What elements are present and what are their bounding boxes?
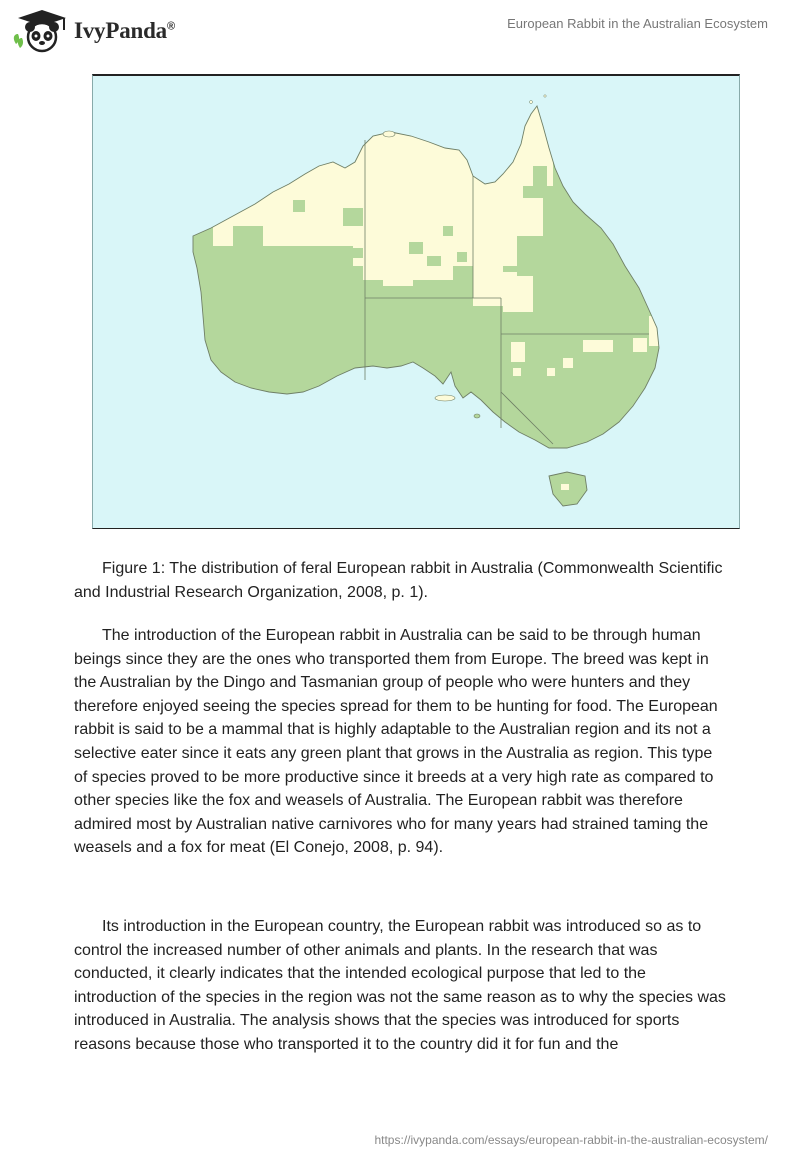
page-header — [0, 0, 800, 62]
figure-caption: Figure 1: The distribution of feral European rabbit in Australia (Commonwealth Scientific and Industrial Research Organization, 2008, p. 1). — [74, 560, 723, 601]
australia-map-icon — [93, 76, 739, 528]
body-paragraph-2: Its introduction in the European country, the European rabbit was introduced so as to control the increased number of other animals and plants. In the research that was conducted, it clearly indicates that the intended ecological purpose that led to the introduction of the species in the region was not the same reason as to why the species was introduced in Australia. The analysis shows that the species was introduced for sports reasons because those who transported it to the country did it for fun and the — [74, 918, 726, 1053]
document-title: European Rabbit in the Australian Ecosystem — [507, 16, 768, 31]
rabbit-distribution-figure — [92, 74, 740, 529]
panda-graduate-icon — [12, 8, 72, 54]
body-paragraph-1: The introduction of the European rabbit in Australia can be said to be through human beings since they are the ones who transported them from Europe. The breed was kept in the Australian by the Dingo and Tasmanian group of people who were hunters and they therefore enjoyed seeing the species spread for them to be hunting for food. The European rabbit is said to be a mammal that is highly adaptable to the Australian region and its not a selective eater since it eats any green plant that grows in the Australia as region. This type of species proved to be more productive since it breeds at a very high rate as compared to other species like the fox and weasels of Australia. The European rabbit was therefore admired most by Australian native carnivores who for many years had strained taming the weasels and a fox for meat (El Conejo, 2008, p. 94). — [74, 627, 718, 857]
logo-text: IvyPanda® — [74, 18, 175, 43]
footer-url-link[interactable]: https://ivypanda.com/essays/european-rabbit-in-the-australian-ecosystem/ — [374, 1133, 768, 1147]
ivypanda-logo[interactable] — [12, 8, 202, 54]
